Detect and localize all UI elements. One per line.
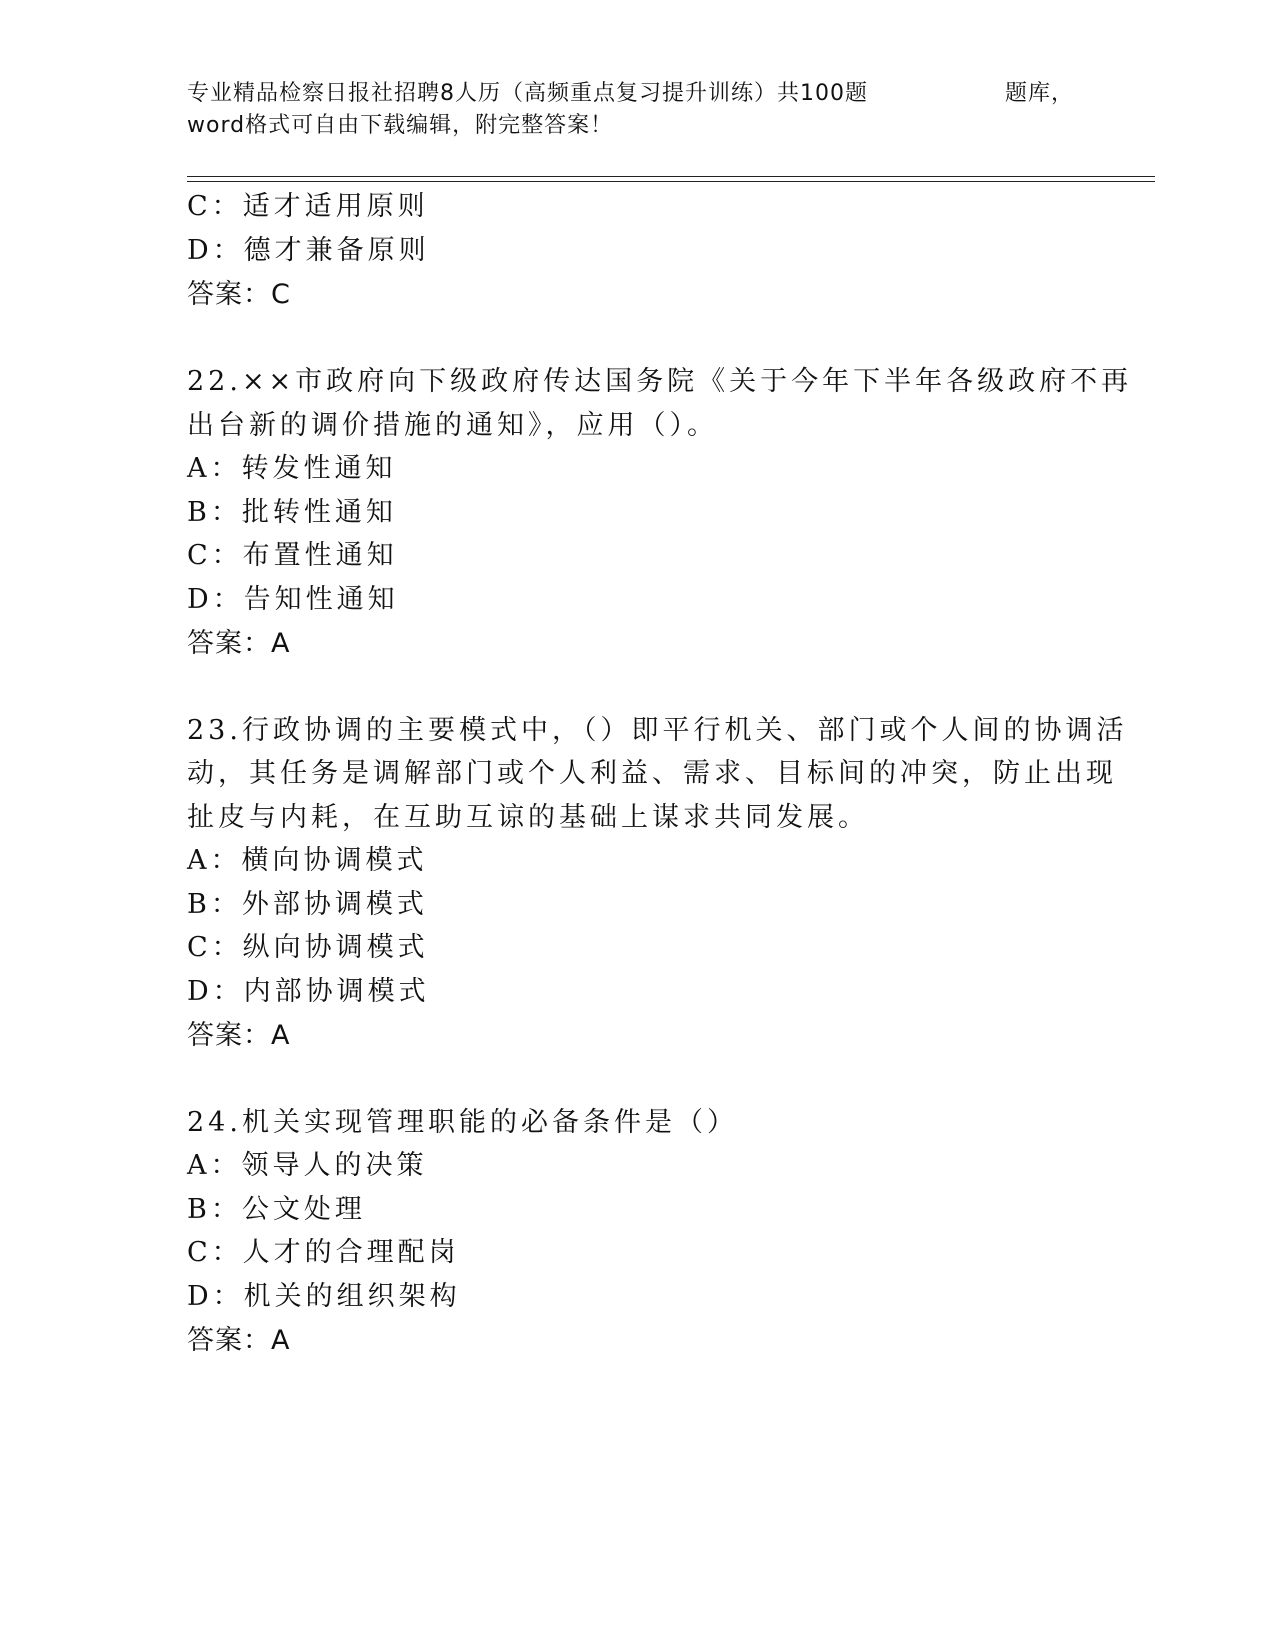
option-d: D：机关的组织架构: [187, 1281, 461, 1312]
header-title-line1-end: 题库，: [1005, 81, 1075, 106]
option-a: A：领导人的决策: [187, 1150, 428, 1181]
answer: 答案：A: [187, 628, 291, 659]
prev-answer: 答案：C: [187, 279, 291, 310]
header-divider-bottom: [187, 181, 1155, 182]
question-stem-line: 扯皮与内耗，在互助互谅的基础上谋求共同发展。: [187, 802, 869, 833]
question-stem-line: 出台新的调价措施的通知》，应用（）。: [187, 410, 718, 441]
answer: 答案：A: [187, 1325, 291, 1356]
prev-option-c: C：适才适用原则: [187, 191, 429, 222]
header-divider-top: [187, 176, 1155, 177]
header-title-line1: 专业精品检察日报社招聘8人历（高频重点复习提升训练）共100题: [187, 81, 868, 106]
question-stem-line: 动，其任务是调解部门或个人利益、需求、目标间的冲突，防止出现: [187, 758, 1117, 789]
option-d: D：告知性通知: [187, 584, 399, 615]
question-stem-line: 22.××市政府向下级政府传达国务院《关于今年下半年各级政府不再: [187, 366, 1133, 397]
header-title-line2: word格式可自由下载编辑，附完整答案！: [187, 113, 614, 138]
option-c: C：布置性通知: [187, 540, 398, 571]
prev-option-d: D：德才兼备原则: [187, 235, 430, 266]
option-c: C：人才的合理配岗: [187, 1237, 460, 1268]
option-a: A：横向协调模式: [187, 845, 428, 876]
option-b: B：批转性通知: [187, 497, 397, 528]
option-b: B：外部协调模式: [187, 889, 428, 920]
option-d: D：内部协调模式: [187, 976, 430, 1007]
option-a: A：转发性通知: [187, 453, 397, 484]
answer: 答案：A: [187, 1020, 291, 1051]
question-stem-line: 23.行政协调的主要模式中，（）即平行机关、部门或个人间的协调活: [187, 715, 1128, 746]
option-c: C：纵向协调模式: [187, 932, 429, 963]
option-b: B：公文处理: [187, 1194, 366, 1225]
question-stem-line: 24.机关实现管理职能的必备条件是（）: [187, 1107, 738, 1138]
